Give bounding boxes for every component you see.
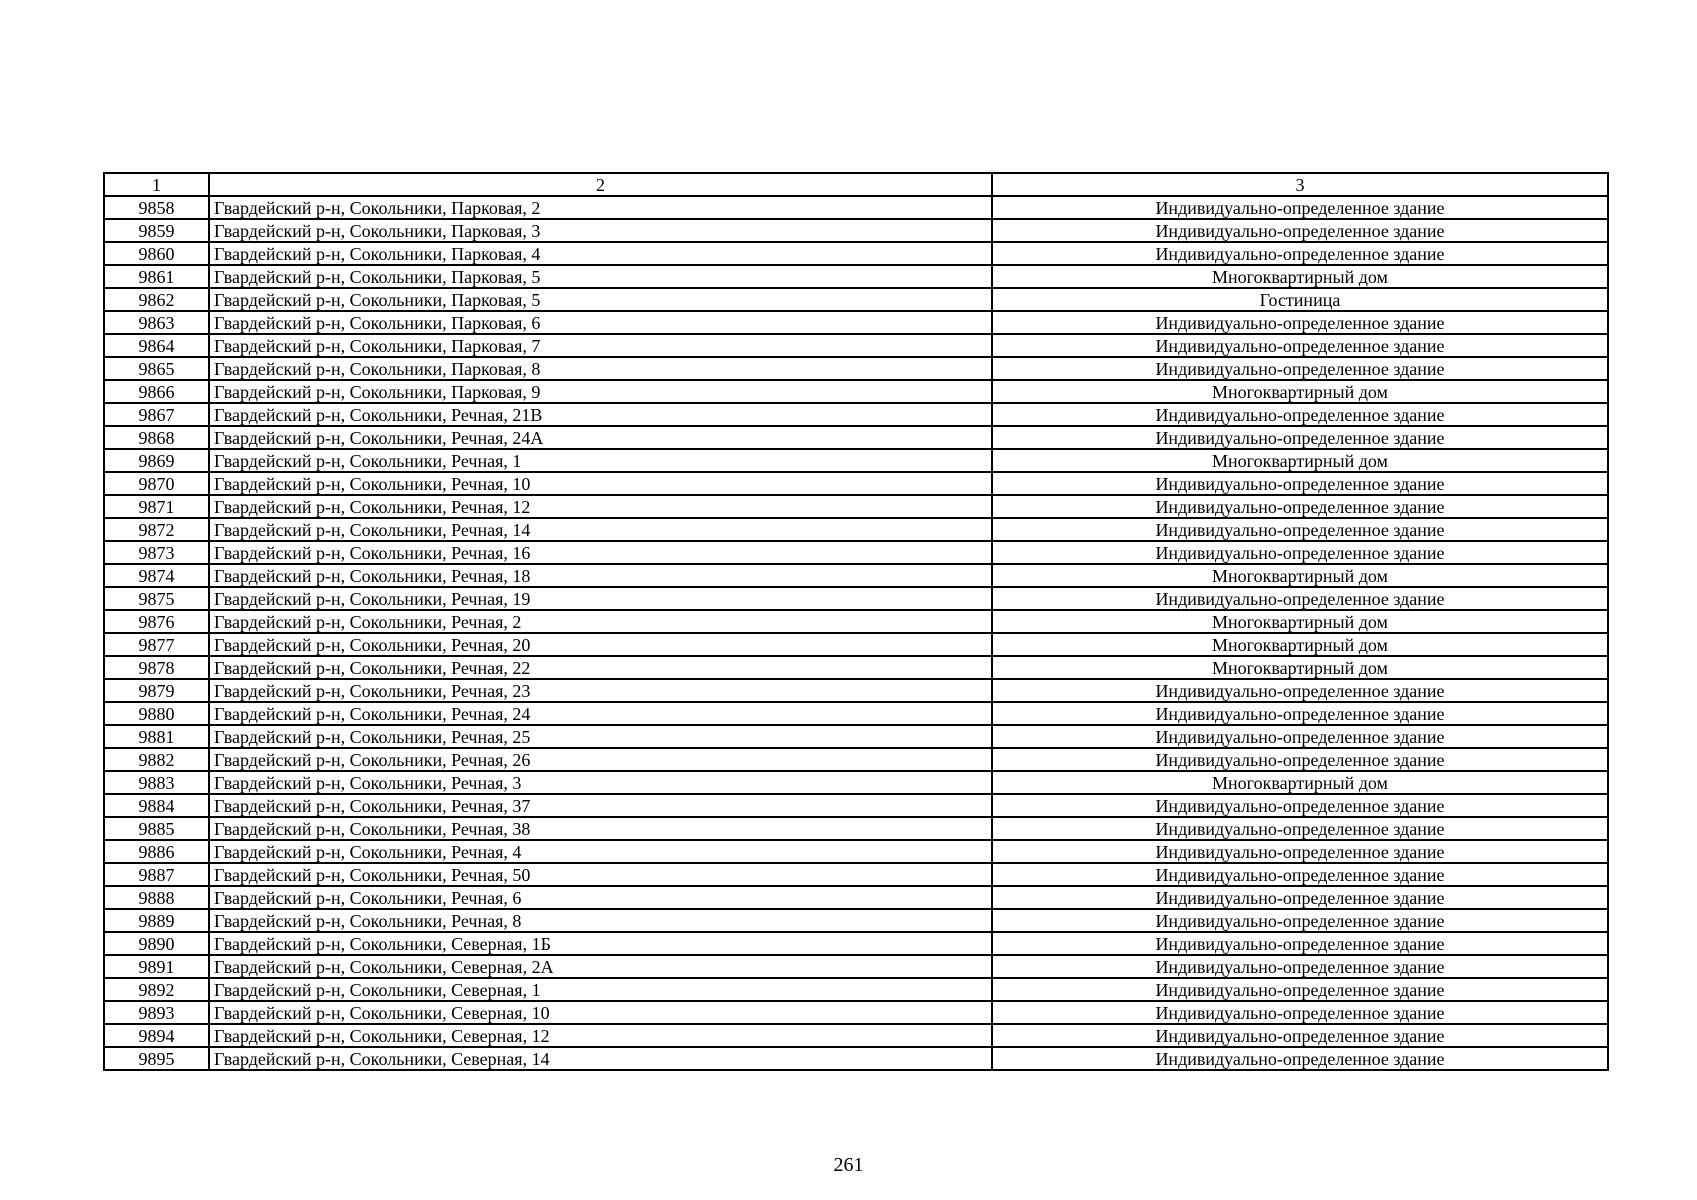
- object-type-cell: Многоквартирный дом: [992, 656, 1608, 679]
- table-header-row: [104, 173, 1608, 196]
- table-row: [104, 288, 1608, 311]
- object-type-cell: Индивидуально-определенное здание: [992, 955, 1608, 978]
- object-type-cell: Многоквартирный дом: [992, 633, 1608, 656]
- row-number-cell: 9869: [104, 449, 209, 472]
- table-row: [104, 702, 1608, 725]
- header-cell-col2: 2: [209, 173, 992, 196]
- table-row: [104, 357, 1608, 380]
- address-cell: Гвардейский р-н, Сокольники, Речная, 18: [209, 564, 992, 587]
- table-row: [104, 265, 1608, 288]
- table-row: [104, 1047, 1608, 1070]
- object-type-cell: Индивидуально-определенное здание: [992, 978, 1608, 1001]
- row-number-cell: 9872: [104, 518, 209, 541]
- row-number-cell: 9862: [104, 288, 209, 311]
- address-cell: Гвардейский р-н, Сокольники, Северная, 1Б: [209, 932, 992, 955]
- row-number-cell: 9887: [104, 863, 209, 886]
- object-type-cell: Индивидуально-определенное здание: [992, 426, 1608, 449]
- row-number-cell: 9863: [104, 311, 209, 334]
- header-cell-col3: 3: [992, 173, 1608, 196]
- row-number-cell: 9868: [104, 426, 209, 449]
- address-cell: Гвардейский р-н, Сокольники, Парковая, 8: [209, 357, 992, 380]
- object-type-cell: Индивидуально-определенное здание: [992, 403, 1608, 426]
- address-cell: Гвардейский р-н, Сокольники, Речная, 16: [209, 541, 992, 564]
- table-row: [104, 564, 1608, 587]
- table-row: [104, 955, 1608, 978]
- address-cell: Гвардейский р-н, Сокольники, Речная, 10: [209, 472, 992, 495]
- address-cell: Гвардейский р-н, Сокольники, Парковая, 5: [209, 288, 992, 311]
- row-number-cell: 9883: [104, 771, 209, 794]
- row-number-cell: 9889: [104, 909, 209, 932]
- table-row: [104, 656, 1608, 679]
- object-type-cell: Индивидуально-определенное здание: [992, 909, 1608, 932]
- row-number-cell: 9861: [104, 265, 209, 288]
- object-type-cell: Индивидуально-определенное здание: [992, 587, 1608, 610]
- row-number-cell: 9890: [104, 932, 209, 955]
- object-type-cell: Индивидуально-определенное здание: [992, 495, 1608, 518]
- table-row: [104, 311, 1608, 334]
- row-number-cell: 9886: [104, 840, 209, 863]
- address-cell: Гвардейский р-н, Сокольники, Речная, 50: [209, 863, 992, 886]
- address-cell: Гвардейский р-н, Сокольники, Северная, 1: [209, 978, 992, 1001]
- table-row: [104, 1024, 1608, 1047]
- object-type-cell: Многоквартирный дом: [992, 610, 1608, 633]
- row-number-cell: 9884: [104, 794, 209, 817]
- object-type-cell: Гостиница: [992, 288, 1608, 311]
- table-row: [104, 219, 1608, 242]
- row-number-cell: 9870: [104, 472, 209, 495]
- address-cell: Гвардейский р-н, Сокольники, Речная, 25: [209, 725, 992, 748]
- object-type-cell: Индивидуально-определенное здание: [992, 748, 1608, 771]
- row-number-cell: 9879: [104, 679, 209, 702]
- object-type-cell: Многоквартирный дом: [992, 449, 1608, 472]
- row-number-cell: 9875: [104, 587, 209, 610]
- address-cell: Гвардейский р-н, Сокольники, Северная, 2А: [209, 955, 992, 978]
- object-type-cell: Индивидуально-определенное здание: [992, 472, 1608, 495]
- table-row: [104, 633, 1608, 656]
- table-row: [104, 725, 1608, 748]
- object-type-cell: Многоквартирный дом: [992, 771, 1608, 794]
- address-cell: Гвардейский р-н, Сокольники, Речная, 38: [209, 817, 992, 840]
- table-row: [104, 334, 1608, 357]
- table-row: [104, 886, 1608, 909]
- object-type-cell: Индивидуально-определенное здание: [992, 817, 1608, 840]
- row-number-cell: 9892: [104, 978, 209, 1001]
- row-number-cell: 9864: [104, 334, 209, 357]
- table-row: [104, 196, 1608, 219]
- row-number-cell: 9867: [104, 403, 209, 426]
- row-number-cell: 9895: [104, 1047, 209, 1070]
- table-row: [104, 679, 1608, 702]
- table-row: [104, 748, 1608, 771]
- object-type-cell: Индивидуально-определенное здание: [992, 541, 1608, 564]
- table-row: [104, 426, 1608, 449]
- address-cell: Гвардейский р-н, Сокольники, Парковая, 6: [209, 311, 992, 334]
- object-type-cell: Индивидуально-определенное здание: [992, 840, 1608, 863]
- table-row: [104, 978, 1608, 1001]
- address-cell: Гвардейский р-н, Сокольники, Речная, 2: [209, 610, 992, 633]
- address-cell: Гвардейский р-н, Сокольники, Речная, 20: [209, 633, 992, 656]
- table-row: [104, 817, 1608, 840]
- address-cell: Гвардейский р-н, Сокольники, Речная, 22: [209, 656, 992, 679]
- address-cell: Гвардейский р-н, Сокольники, Речная, 23: [209, 679, 992, 702]
- object-type-cell: Индивидуально-определенное здание: [992, 518, 1608, 541]
- table-row: [104, 449, 1608, 472]
- object-type-cell: Индивидуально-определенное здание: [992, 932, 1608, 955]
- address-cell: Гвардейский р-н, Сокольники, Парковая, 5: [209, 265, 992, 288]
- address-cell: Гвардейский р-н, Сокольники, Речная, 14: [209, 518, 992, 541]
- address-cell: Гвардейский р-н, Сокольники, Речная, 3: [209, 771, 992, 794]
- object-type-cell: Индивидуально-определенное здание: [992, 886, 1608, 909]
- table-row: [104, 771, 1608, 794]
- row-number-cell: 9881: [104, 725, 209, 748]
- object-type-cell: Индивидуально-определенное здание: [992, 702, 1608, 725]
- address-cell: Гвардейский р-н, Сокольники, Парковая, 7: [209, 334, 992, 357]
- object-type-cell: Индивидуально-определенное здание: [992, 219, 1608, 242]
- address-cell: Гвардейский р-н, Сокольники, Северная, 12: [209, 1024, 992, 1047]
- table-row: [104, 472, 1608, 495]
- table-row: [104, 495, 1608, 518]
- table-row: [104, 380, 1608, 403]
- table-row: [104, 1001, 1608, 1024]
- object-type-cell: Многоквартирный дом: [992, 265, 1608, 288]
- row-number-cell: 9885: [104, 817, 209, 840]
- object-type-cell: Индивидуально-определенное здание: [992, 794, 1608, 817]
- address-cell: Гвардейский р-н, Сокольники, Парковая, 9: [209, 380, 992, 403]
- address-cell: Гвардейский р-н, Сокольники, Парковая, 4: [209, 242, 992, 265]
- row-number-cell: 9880: [104, 702, 209, 725]
- row-number-cell: 9858: [104, 196, 209, 219]
- table-row: [104, 794, 1608, 817]
- row-number-cell: 9894: [104, 1024, 209, 1047]
- object-type-cell: Индивидуально-определенное здание: [992, 679, 1608, 702]
- address-cell: Гвардейский р-н, Сокольники, Речная, 37: [209, 794, 992, 817]
- row-number-cell: 9874: [104, 564, 209, 587]
- address-cell: Гвардейский р-н, Сокольники, Парковая, 2: [209, 196, 992, 219]
- table-row: [104, 909, 1608, 932]
- address-cell: Гвардейский р-н, Сокольники, Речная, 24: [209, 702, 992, 725]
- registry-table-body: [104, 173, 1608, 1070]
- table-row: [104, 403, 1608, 426]
- row-number-cell: 9893: [104, 1001, 209, 1024]
- object-type-cell: Индивидуально-определенное здание: [992, 334, 1608, 357]
- address-cell: Гвардейский р-н, Сокольники, Речная, 4: [209, 840, 992, 863]
- address-cell: Гвардейский р-н, Сокольники, Речная, 6: [209, 886, 992, 909]
- table-row: [104, 932, 1608, 955]
- object-type-cell: Многоквартирный дом: [992, 380, 1608, 403]
- address-cell: Гвардейский р-н, Сокольники, Речная, 21В: [209, 403, 992, 426]
- object-type-cell: Индивидуально-определенное здание: [992, 863, 1608, 886]
- object-type-cell: Индивидуально-определенное здание: [992, 725, 1608, 748]
- table-row: [104, 541, 1608, 564]
- address-cell: Гвардейский р-н, Сокольники, Речная, 8: [209, 909, 992, 932]
- address-cell: Гвардейский р-н, Сокольники, Речная, 26: [209, 748, 992, 771]
- row-number-cell: 9871: [104, 495, 209, 518]
- table-row: [104, 840, 1608, 863]
- address-cell: Гвардейский р-н, Сокольники, Речная, 24А: [209, 426, 992, 449]
- row-number-cell: 9877: [104, 633, 209, 656]
- row-number-cell: 9873: [104, 541, 209, 564]
- row-number-cell: 9878: [104, 656, 209, 679]
- object-type-cell: Индивидуально-определенное здание: [992, 196, 1608, 219]
- address-cell: Гвардейский р-н, Сокольники, Речная, 19: [209, 587, 992, 610]
- address-cell: Гвардейский р-н, Сокольники, Речная, 12: [209, 495, 992, 518]
- object-type-cell: Многоквартирный дом: [992, 564, 1608, 587]
- object-type-cell: Индивидуально-определенное здание: [992, 1024, 1608, 1047]
- address-cell: Гвардейский р-н, Сокольники, Северная, 14: [209, 1047, 992, 1070]
- row-number-cell: 9860: [104, 242, 209, 265]
- table-row: [104, 587, 1608, 610]
- table-row: [104, 610, 1608, 633]
- row-number-cell: 9865: [104, 357, 209, 380]
- row-number-cell: 9888: [104, 886, 209, 909]
- row-number-cell: 9866: [104, 380, 209, 403]
- address-cell: Гвардейский р-н, Сокольники, Речная, 1: [209, 449, 992, 472]
- object-type-cell: Индивидуально-определенное здание: [992, 242, 1608, 265]
- table-row: [104, 242, 1608, 265]
- object-type-cell: Индивидуально-определенное здание: [992, 311, 1608, 334]
- row-number-cell: 9859: [104, 219, 209, 242]
- object-type-cell: Индивидуально-определенное здание: [992, 1001, 1608, 1024]
- row-number-cell: 9876: [104, 610, 209, 633]
- row-number-cell: 9891: [104, 955, 209, 978]
- table-row: [104, 518, 1608, 541]
- header-cell-col1: 1: [104, 173, 209, 196]
- object-type-cell: Индивидуально-определенное здание: [992, 1047, 1608, 1070]
- row-number-cell: 9882: [104, 748, 209, 771]
- object-type-cell: Индивидуально-определенное здание: [992, 357, 1608, 380]
- address-cell: Гвардейский р-н, Сокольники, Северная, 10: [209, 1001, 992, 1024]
- address-cell: Гвардейский р-н, Сокольники, Парковая, 3: [209, 219, 992, 242]
- page-number: 261: [833, 1154, 864, 1176]
- table-row: [104, 863, 1608, 886]
- registry-table: [103, 172, 1609, 1071]
